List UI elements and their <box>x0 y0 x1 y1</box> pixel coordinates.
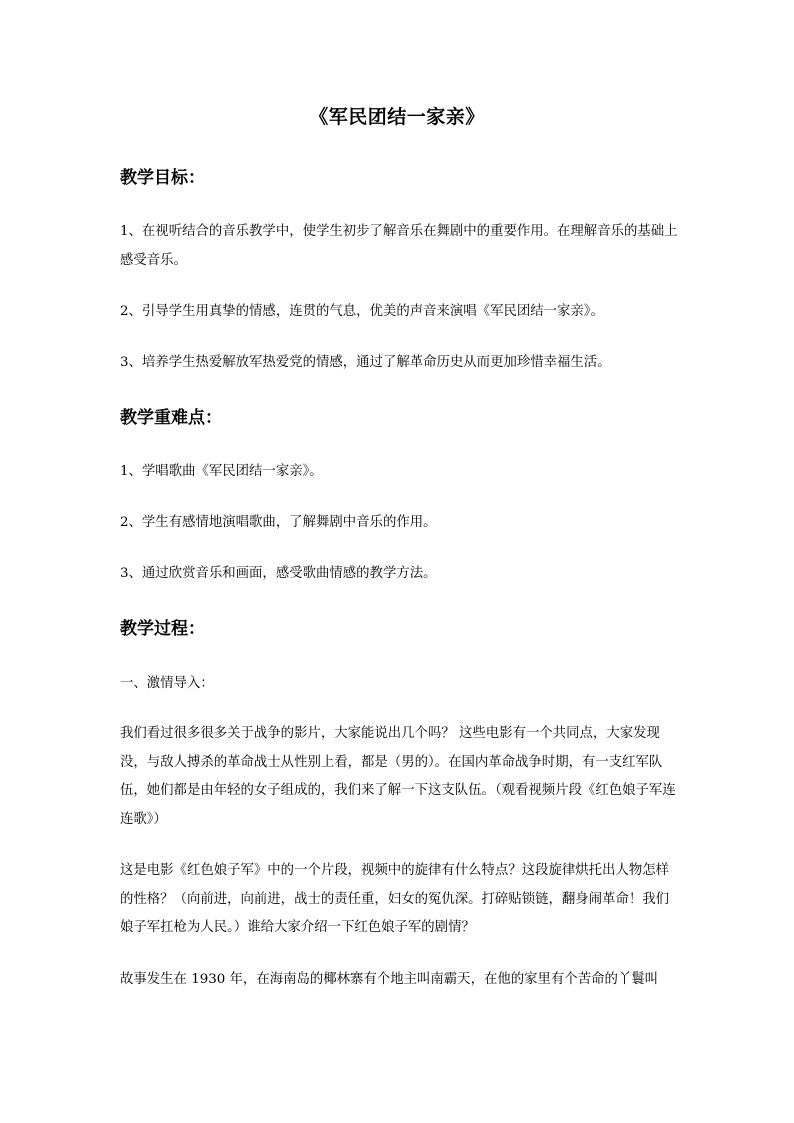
document-title: 《军民团结一家亲》 <box>309 106 485 128</box>
objective-paragraph-1: 1、在视听结合的音乐教学中，使学生初步了解音乐在舞剧中的重要作用。在理解音乐的基础上感受音乐。 <box>120 224 678 268</box>
objective-paragraph-3: 3、培养学生热爱解放军热爱党的情感，通过了解革命历史从而更加珍惜幸福生活。 <box>120 355 611 370</box>
section-heading-process: 教学过程： <box>120 619 205 639</box>
key-point-paragraph-1: 1、学唱歌曲《军民团结一家亲》。 <box>120 464 323 479</box>
section-heading-key-points: 教学重难点： <box>120 408 222 428</box>
process-paragraph-2: 这是电影《红色娘子军》中的一个片段，视频中的旋律有什么特点？这段旋律烘托出人物怎样的性格？（向前进，向前进，战士的责任重，妇女的冤仇深。打碎贴锁链，翻身闹革命！我们娘子军扛枪为人民。）谁给大家介绍一下红色娘子军的剧情？ <box>120 863 670 935</box>
key-point-paragraph-3: 3、通过欣赏音乐和画面，感受歌曲情感的教学方法。 <box>120 566 437 581</box>
process-paragraph-1: 我们看过很多很多关于战争的影片，大家能说出几个吗？ 这些电影有一个共同点，大家发现没，与敌人搏杀的革命战士从性别上看，都是（男的）。在国内革命战争时期，有一支红军队伍，她们都是由年轻的女子组成的，我们来了解一下这支队伍。（观看视频片段《红色娘子军连连歌》） <box>120 726 676 827</box>
process-subheading-intro: 一、激情导入： <box>120 676 214 691</box>
objective-paragraph-2: 2、引导学生用真挚的情感，连贯的气息，优美的声音来演唱《军民团结一家亲》。 <box>120 304 604 319</box>
process-paragraph-3: 故事发生在 1930 年，在海南岛的椰林寨有个地主叫南霸天，在他的家里有个苦命的丫鬟叫 <box>120 972 659 987</box>
section-heading-objectives: 教学目标： <box>120 168 205 188</box>
key-point-paragraph-2: 2、学生有感情地演唱歌曲，了解舞剧中音乐的作用。 <box>120 515 437 530</box>
